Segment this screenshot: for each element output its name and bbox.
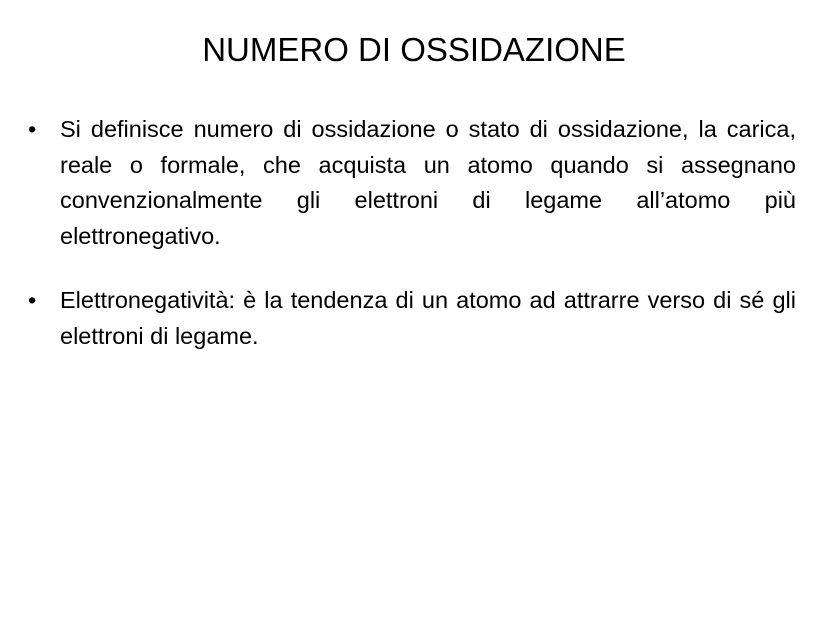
bullet-text-definition: Si definisce numero di ossidazione o stato di ossidazione, la carica, reale o formale, che acquista un atomo quando si assegnano convenzionalmente gli elettroni di legame all’atomo più elettronegativo. (60, 116, 796, 249)
slide-title: NUMERO DI OSSIDAZIONE (202, 31, 626, 68)
bullet-icon: • (28, 287, 37, 313)
bullet-item-electronegativity (28, 283, 796, 354)
bullet-item-definition (28, 112, 796, 254)
bullet-text-electronegativity: Elettronegatività: è la tendenza di un atomo ad attrarre verso di sé gli elettroni di legame. (60, 287, 796, 349)
bullet-icon: • (28, 116, 37, 142)
bullet-list (28, 112, 796, 354)
